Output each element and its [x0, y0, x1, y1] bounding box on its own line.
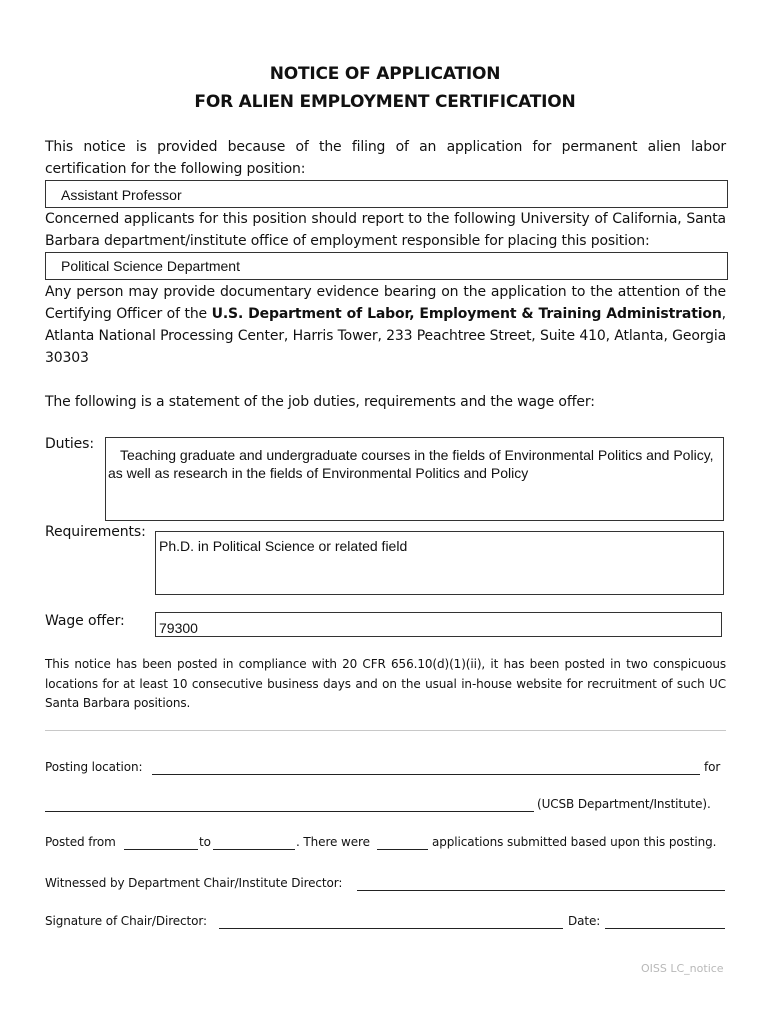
ucsb-department-label: (UCSB Department/Institute).: [537, 797, 711, 811]
signature-input[interactable]: [219, 928, 563, 929]
posted-from-input[interactable]: [124, 849, 198, 850]
department-line-input[interactable]: [45, 811, 534, 812]
statement-paragraph: The following is a statement of the job duties, requirements and the wage offer:: [45, 394, 595, 410]
to-label: to: [199, 835, 211, 849]
position-value: Assistant Professor: [61, 187, 182, 203]
evidence-text-start: Any person may provide documentary evidence bearing on the application to the attention of the Certifying Officer of the: [45, 284, 726, 322]
posting-location-input[interactable]: [152, 774, 700, 775]
date-input[interactable]: [605, 928, 725, 929]
section-divider: [45, 730, 726, 731]
department-value: Political Science Department: [61, 258, 240, 274]
there-were-label: . There were: [296, 835, 370, 849]
concerned-paragraph: Concerned applicants for this position should report to the following University of California, Santa Barbara department/institute office of employment responsible for placing this position:: [45, 211, 726, 249]
duties-field[interactable]: [105, 437, 724, 521]
wage-value: 79300: [159, 620, 198, 636]
posted-from-label: Posted from: [45, 835, 116, 849]
duties-value: Teaching graduate and undergraduate courses in the fields of Environmental Politics and Policy, as well as research in the fields of Environmental Politics and Policy: [108, 447, 714, 481]
applications-label: applications submitted based upon this posting.: [432, 835, 717, 849]
compliance-paragraph: This notice has been posted in compliance with 20 CFR 656.10(d)(1)(ii), it has been posted in two conspicuous locations for at least 10 consecutive business days and on the usual in-house website for recruitment of such UC Santa Barbara positions.: [45, 657, 726, 710]
posting-location-label: Posting location:: [45, 760, 143, 774]
applications-count-input[interactable]: [377, 849, 428, 850]
notice-title-line1: NOTICE OF APPLICATION: [269, 64, 501, 84]
requirements-value: Ph.D. in Political Science or related field: [159, 538, 408, 554]
date-label: Date:: [568, 914, 601, 928]
witnessed-input[interactable]: [357, 890, 725, 891]
requirements-field[interactable]: [155, 531, 724, 595]
position-field[interactable]: [45, 180, 728, 208]
for-label: for: [704, 760, 721, 774]
notice-title-line2: FOR ALIEN EMPLOYMENT CERTIFICATION: [194, 92, 576, 112]
wage-field[interactable]: [155, 612, 722, 637]
dol-name: U.S. Department of Labor, Employment & Training Administration: [211, 306, 722, 322]
witnessed-label: Witnessed by Department Chair/Institute Director:: [45, 876, 343, 890]
signature-label: Signature of Chair/Director:: [45, 914, 207, 928]
intro-paragraph: This notice is provided because of the filing of an application for permanent alien labor certification for the following position:: [45, 139, 726, 177]
department-field[interactable]: [45, 252, 728, 280]
evidence-paragraph: [45, 281, 726, 369]
evidence-text-end: , Atlanta National Processing Center, Harris Tower, 233 Peachtree Street, Suite 410, Atlanta, Georgia 30303: [45, 306, 726, 366]
wage-label: Wage offer:: [45, 613, 125, 629]
posted-to-input[interactable]: [213, 849, 295, 850]
requirements-label: Requirements:: [45, 524, 146, 540]
form-footer-id: OISS LC_notice: [641, 962, 724, 975]
duties-label: Duties:: [45, 436, 94, 452]
